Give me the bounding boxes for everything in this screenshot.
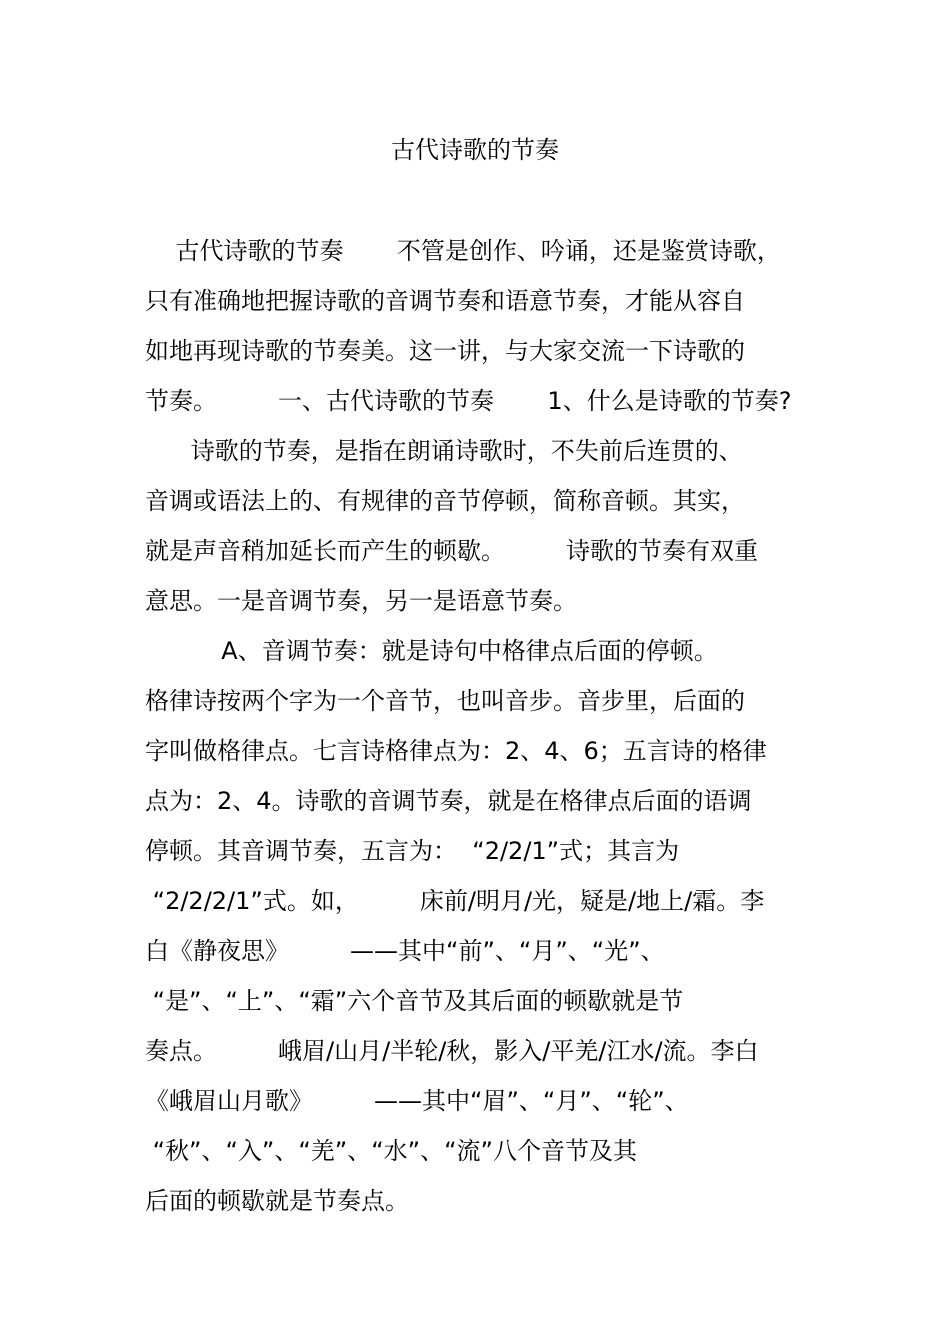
paragraph-line: 古代诗歌的节奏 不管是创作、吟诵，还是鉴赏诗歌， bbox=[145, 237, 781, 265]
paragraph-line: “秋”、“入”、“羌”、“水”、“流”八个音节及其 bbox=[145, 1137, 637, 1165]
paragraph-line: “是”、“上”、“霜”六个音节及其后面的顿歇就是节 bbox=[145, 987, 684, 1015]
page-title: 古代诗歌的节奏 bbox=[391, 136, 559, 164]
paragraph-line: 如地再现诗歌的节奏美。这一讲，与大家交流一下诗歌的 bbox=[145, 337, 745, 365]
paragraph-line: 后面的顿歇就是节奏点。 bbox=[145, 1187, 409, 1215]
paragraph-line: 意思。一是音调节奏，另一是语意节奏。 bbox=[145, 587, 577, 615]
paragraph-line: 《峨眉山月歌》 ——其中“眉”、“月”、“轮”、 bbox=[145, 1087, 689, 1115]
paragraph-line: 节奏。 一、古代诗歌的节奏 1、什么是诗歌的节奏? bbox=[145, 387, 792, 415]
paragraph-line: “2/2/2/1”式。如， 床前/明月/光，疑是/地上/霜。李 bbox=[145, 887, 765, 915]
paragraph-line: A、音调节奏：就是诗句中格律点后面的停顿。 bbox=[145, 637, 718, 665]
paragraph-line: 点为：2、4。诗歌的音调节奏，就是在格律点后面的语调 bbox=[145, 787, 752, 815]
paragraph-line: 字叫做格律点。七言诗格律点为：2、4、6；五言诗的格律 bbox=[145, 737, 767, 765]
paragraph-line: 音调或语法上的、有规律的音节停顿，简称音顿。其实， bbox=[145, 487, 745, 515]
paragraph-line: 格律诗按两个字为一个音节，也叫音步。音步里，后面的 bbox=[145, 687, 745, 715]
body-text bbox=[145, 226, 825, 1226]
paragraph-line: 奏点。 峨眉/山月/半轮/秋，影入/平羌/江水/流。李白 bbox=[145, 1037, 759, 1065]
paragraph-line: 白《静夜思》 ——其中“前”、“月”、“光”、 bbox=[145, 937, 665, 965]
paragraph-line: 只有准确地把握诗歌的音调节奏和语意节奏，才能从容自 bbox=[145, 287, 745, 315]
paragraph-line: 诗歌的节奏，是指在朗诵诗歌时，不失前后连贯的、 bbox=[145, 437, 743, 465]
paragraph-line: 就是声音稍加延长而产生的顿歇。 诗歌的节奏有双重 bbox=[145, 537, 759, 565]
paragraph-line: 停顿。其音调节奏，五言为： “2/2/1”式；其言为 bbox=[145, 837, 680, 865]
